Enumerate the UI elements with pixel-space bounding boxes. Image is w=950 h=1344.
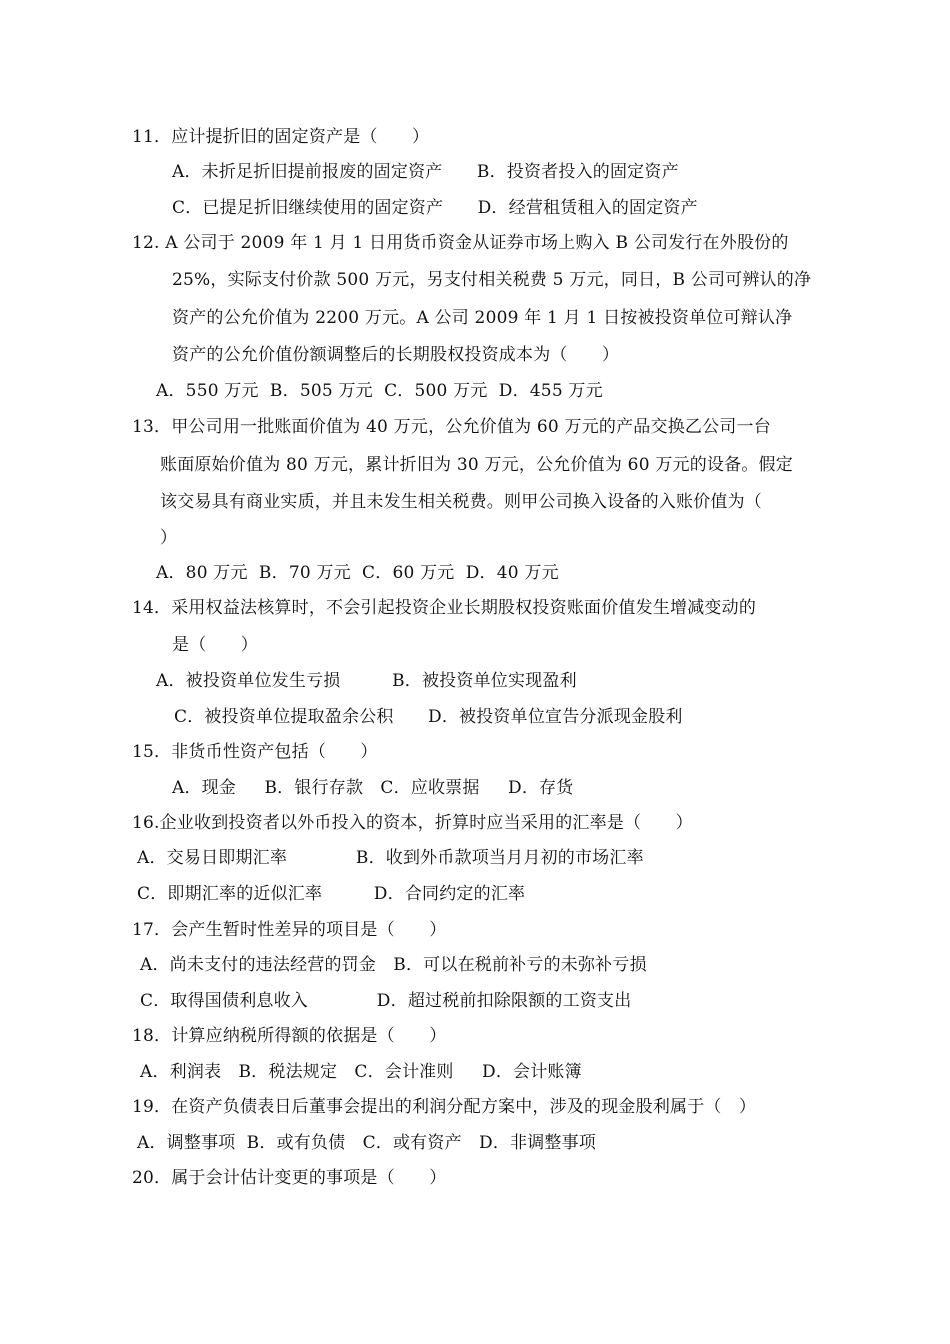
question-11-options-ab: A．未折足折旧提前报废的固定资产 B．投资者投入的固定资产 xyxy=(172,162,679,182)
question-13-stem-line-1: 13．甲公司用一批账面价值为 40 万元，公允价值为 60 万元的产品交换乙公司一台 xyxy=(132,417,771,437)
question-14-options-ab: A．被投资单位发生亏损 B．被投资单位实现盈利 xyxy=(156,671,577,691)
question-12-stem-line-2: 25%，实际支付价款 500 万元，另支付相关税费 5 万元，同日，B 公司可辨认的净 xyxy=(172,270,812,290)
question-20-stem: 20．属于会计估计变更的事项是（ ） xyxy=(132,1168,447,1188)
question-12-stem-line-4: 资产的公允价值份额调整后的长期股权投资成本为（ ） xyxy=(172,345,620,365)
question-11-stem: 11．应计提折旧的固定资产是（ ） xyxy=(132,127,430,147)
question-18-stem: 18．计算应纳税所得额的依据是（ ） xyxy=(132,1026,447,1046)
question-13-stem-line-2: 账面原始价值为 80 万元，累计折旧为 30 万元，公允价值为 60 万元的设备。假定 xyxy=(160,455,793,475)
question-14-stem-line-1: 14．采用权益法核算时，不会引起投资企业长期股权投资账面价值发生增减变动的 xyxy=(132,598,757,618)
question-17-options-cd: C．取得国债利息收入 D．超过税前扣除限额的工资支出 xyxy=(140,991,632,1011)
question-19-stem: 19．在资产负债表日后董事会提出的利润分配方案中，涉及的现金股利属于（ ） xyxy=(132,1097,757,1117)
question-15-options: A．现金 B．银行存款 C．应收票据 D．存货 xyxy=(172,778,574,798)
question-19-options: A．调整事项 B．或有负债 C．或有资产 D．非调整事项 xyxy=(137,1133,597,1153)
question-14-stem-line-2: 是（ ） xyxy=(172,635,258,655)
question-14-options-cd: C．被投资单位提取盈余公积 D．被投资单位宣告分派现金股利 xyxy=(174,707,683,727)
question-16-stem: 16.企业收到投资者以外币投入的资本，折算时应当采用的汇率是（ ） xyxy=(132,813,693,833)
question-13-stem-line-4: ） xyxy=(160,528,178,548)
question-16-options-cd: C．即期汇率的近似汇率 D．合同约定的汇率 xyxy=(137,884,526,904)
question-11-options-cd: C．已提足折旧继续使用的固定资产 D．经营租赁租入的固定资产 xyxy=(172,198,698,218)
question-12-options: A．550 万元 B．505 万元 C．500 万元 D．455 万元 xyxy=(156,381,603,401)
question-12-stem-line-3: 资产的公允价值为 2200 万元。A 公司 2009 年 1 月 1 日按被投资单位可辩认净 xyxy=(172,308,793,328)
question-17-stem: 17．会产生暂时性差异的项目是（ ） xyxy=(132,920,447,940)
question-16-options-ab: A．交易日即期汇率 B．收到外币款项当月月初的市场汇率 xyxy=(137,848,644,868)
question-13-options: A．80 万元 B．70 万元 C．60 万元 D．40 万元 xyxy=(156,563,559,583)
question-13-stem-line-3: 该交易具有商业实质，并且未发生相关税费。则甲公司换入设备的入账价值为（ xyxy=(160,492,762,512)
question-12-stem-line-1: 12. A 公司于 2009 年 1 月 1 日用货币资金从证券市场上购入 B 公司发行在外股份的 xyxy=(132,233,789,253)
question-18-options: A．利润表 B．税法规定 C．会计准则 D．会计账簿 xyxy=(140,1062,582,1082)
question-15-stem: 15．非货币性资产包括（ ） xyxy=(132,742,378,762)
question-17-options-ab: A．尚未支付的违法经营的罚金 B．可以在税前补亏的未弥补亏损 xyxy=(140,955,647,975)
